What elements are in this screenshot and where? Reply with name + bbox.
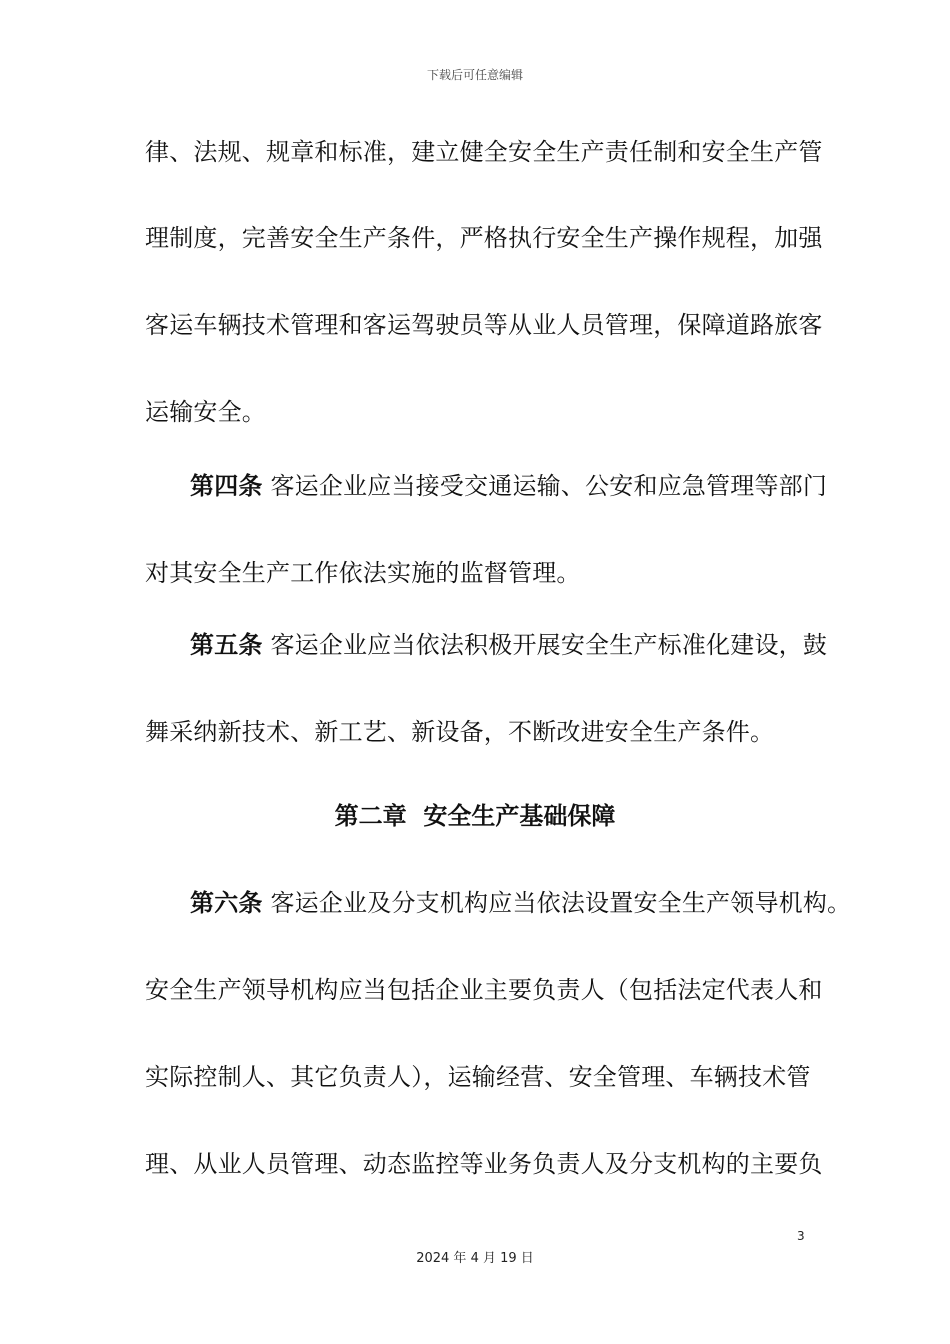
paragraph-line: 运输安全。 bbox=[145, 398, 266, 426]
paragraph-line: 律、法规、规章和标准，建立健全安全生产责任制和安全生产管 bbox=[145, 138, 823, 166]
article-text: 客运企业及分支机构应当依法设置安全生产领导机构。 bbox=[270, 889, 852, 917]
paragraph-line: 实际控制人、其它负责人），运输经营、安全管理、车辆技术管 bbox=[145, 1063, 811, 1091]
article-number: 第四条 bbox=[190, 472, 263, 500]
paragraph-line: 客运车辆技术管理和客运驾驶员等从业人员管理，保障道路旅客 bbox=[145, 311, 823, 339]
page-date: 2024 年 4 月 19 日 bbox=[416, 1251, 534, 1266]
page-header: 下载后可任意编辑 bbox=[426, 68, 523, 82]
article-text: 客运企业应当依法积极开展安全生产标准化建设，鼓 bbox=[270, 631, 828, 659]
page-number: 3 bbox=[797, 1229, 805, 1243]
paragraph-line: 理、从业人员管理、动态监控等业务负责人及分支机构的主要负 bbox=[145, 1150, 823, 1178]
paragraph-line: 舞采纳新技术、新工艺、新设备，不断改进安全生产条件。 bbox=[145, 718, 775, 746]
paragraph-line: 安全生产领导机构应当包括企业主要负责人（包括法定代表人和 bbox=[145, 976, 823, 1004]
article-number: 第五条 bbox=[190, 631, 263, 659]
chapter-title: 第二章 安全生产基础保障 bbox=[334, 802, 616, 830]
article-6-line bbox=[190, 887, 870, 919]
article-5-line bbox=[190, 629, 870, 661]
paragraph-line: 对其安全生产工作依法实施的监督管理。 bbox=[145, 559, 581, 587]
paragraph-line: 理制度，完善安全生产条件，严格执行安全生产操作规程，加强 bbox=[145, 224, 823, 252]
article-number: 第六条 bbox=[190, 889, 263, 917]
article-text: 客运企业应当接受交通运输、公安和应急管理等部门 bbox=[270, 472, 828, 500]
article-4-line bbox=[190, 470, 870, 502]
